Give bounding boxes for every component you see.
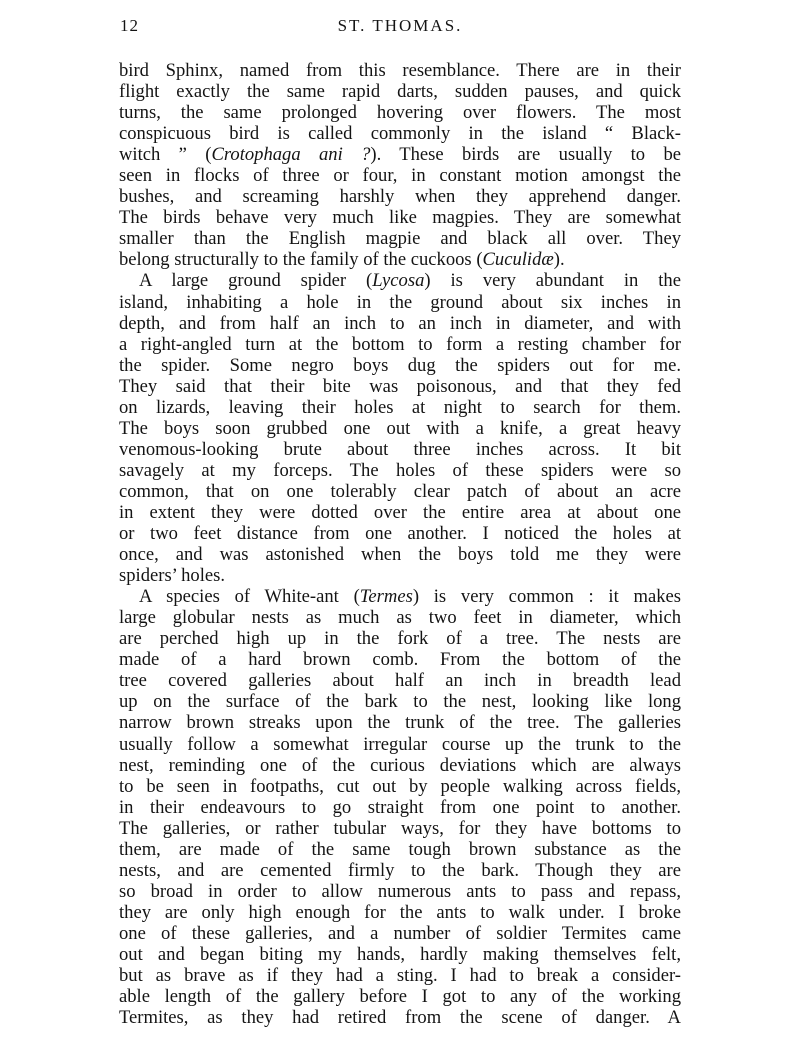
italic-term: Crotophaga ani ? [211, 144, 371, 166]
text-line [119, 228, 681, 249]
text-line [119, 376, 681, 397]
text-segment: A large ground spider ( [139, 270, 373, 292]
text-line [119, 60, 681, 81]
text-line [119, 439, 681, 460]
text-line [119, 502, 681, 523]
text-line [119, 1007, 681, 1028]
text-line [119, 797, 681, 818]
text-segment: smaller than the English magpie and black all over. They [119, 228, 681, 250]
text-line [119, 144, 681, 165]
text-line [119, 544, 681, 565]
text-line [119, 418, 681, 439]
text-segment: bushes, and screaming harshly when they apprehend danger. [119, 186, 681, 208]
running-title: ST. THOMAS. [337, 16, 463, 35]
text-segment: depth, and from half an inch to an inch in diameter, and with [119, 312, 681, 334]
text-segment: ) is very common : it makes [412, 586, 681, 608]
text-segment: up on the surface of the bark to the nest, looking like long [119, 691, 681, 713]
text-line [119, 712, 681, 733]
body-text [119, 60, 681, 1028]
italic-term: Termes [359, 586, 413, 608]
text-line [119, 628, 681, 649]
text-line [119, 776, 681, 797]
text-line [119, 102, 681, 123]
text-segment: bird Sphinx, named from this resemblance. There are in their [119, 60, 681, 81]
text-segment: narrow brown streaks upon the trunk of the tree. The galleries [119, 712, 681, 734]
text-line [119, 123, 681, 144]
text-segment: nest, reminding one of the curious deviations which are always [119, 754, 681, 776]
italic-term: Cuculidæ [482, 249, 554, 271]
text-segment: the spider. Some negro boys dug the spiders out for me. [119, 354, 681, 376]
text-segment: The boys soon grubbed one out with a knife, a great heavy [119, 417, 681, 439]
text-line [119, 565, 681, 586]
text-line [119, 944, 681, 965]
text-segment: in extent they were dotted over the entire area at about one [119, 501, 681, 523]
text-segment: able length of the gallery before I got to any of the working [119, 986, 681, 1008]
text-segment: them, are made of the same tough brown substance as the [119, 838, 681, 860]
text-segment: island, inhabiting a hole in the ground about six inches in [119, 291, 681, 313]
text-segment: flight exactly the same rapid darts, sudden pauses, and quick [119, 81, 681, 103]
text-line [119, 292, 681, 313]
text-segment: in their endeavours to go straight from one point to another. [119, 796, 681, 818]
text-segment: so broad in order to allow numerous ants to pass and repass, [119, 880, 681, 902]
text-segment: made of a hard brown comb. From the bottom of the [119, 649, 681, 671]
text-line [119, 902, 681, 923]
text-segment: a right-angled turn at the bottom to form a resting chamber for [119, 333, 681, 355]
text-segment: seen in flocks of three or four, in constant motion amongst the [119, 165, 681, 187]
text-segment: usually follow a somewhat irregular course up the trunk to the [119, 733, 681, 755]
text-segment: are perched high up in the fork of a tree. The nests are [119, 628, 681, 650]
text-segment: spiders’ holes. [119, 565, 226, 587]
text-line [119, 334, 681, 355]
text-line [119, 313, 681, 334]
text-segment: or two feet distance from one another. I noticed the holes at [119, 523, 681, 545]
text-line [119, 586, 681, 607]
text-line [119, 965, 681, 986]
text-line [119, 397, 681, 418]
text-line [119, 460, 681, 481]
page-number: 12 [120, 16, 139, 35]
text-line [119, 607, 681, 628]
text-segment: Termites, as they had retired from the scene of danger. A [119, 1007, 681, 1029]
text-segment: savagely at my forceps. The holes of these spiders were so [119, 459, 681, 481]
text-segment: A species of White-ant ( [139, 586, 360, 608]
text-line [119, 923, 681, 944]
page-header [120, 16, 680, 40]
text-segment: one of these galleries, and a number of soldier Termites came [119, 922, 681, 944]
text-line [119, 481, 681, 502]
text-line [119, 355, 681, 376]
text-segment: belong structurally to the family of the cuckoos ( [119, 249, 483, 271]
text-segment: out and began biting my hands, hardly making themselves felt, [119, 943, 681, 965]
italic-term: Lycosa [372, 270, 425, 292]
text-line [119, 755, 681, 776]
text-segment: once, and was astonished when the boys told me they were [119, 544, 681, 566]
text-segment: ). These birds are usually to be [370, 144, 681, 166]
text-line [119, 818, 681, 839]
text-segment: They said that their bite was poisonous, and that they fed [119, 375, 681, 397]
text-segment: turns, the same prolonged hovering over flowers. The most [119, 102, 681, 124]
text-line [119, 186, 681, 207]
text-line [119, 860, 681, 881]
text-line [119, 649, 681, 670]
text-segment: ) is very abundant in the [424, 270, 681, 292]
text-line [119, 523, 681, 544]
text-segment: common, that on one tolerably clear patch of about an acre [119, 480, 681, 502]
text-segment: conspicuous bird is called commonly in the island “ Black- [119, 123, 681, 145]
text-segment: large globular nests as much as two feet in diameter, which [119, 607, 681, 629]
text-line [119, 881, 681, 902]
text-segment: The galleries, or rather tubular ways, for they have bottoms to [119, 817, 681, 839]
text-segment: they are only high enough for the ants to walk under. I broke [119, 901, 681, 923]
text-line [119, 986, 681, 1007]
text-segment: on lizards, leaving their holes at night to search for them. [119, 396, 681, 418]
text-line [119, 734, 681, 755]
text-segment: venomous-looking brute about three inches across. It bit [119, 438, 681, 460]
text-line [119, 691, 681, 712]
text-segment: ). [553, 249, 565, 271]
text-segment: nests, and are cemented firmly to the bark. Though they are [119, 859, 681, 881]
text-line [119, 670, 681, 691]
text-line [119, 839, 681, 860]
text-line [119, 207, 681, 228]
text-line [119, 249, 681, 270]
text-segment: tree covered galleries about half an inch in breadth lead [119, 670, 681, 692]
text-line [119, 270, 681, 291]
text-line [119, 81, 681, 102]
text-segment: to be seen in footpaths, cut out by people walking across fields, [119, 775, 681, 797]
text-segment: witch ” ( [119, 144, 212, 166]
text-segment: but as brave as if they had a sting. I had to break a consider- [119, 965, 681, 987]
text-segment: The birds behave very much like magpies. They are somewhat [119, 207, 681, 229]
text-line [119, 165, 681, 186]
